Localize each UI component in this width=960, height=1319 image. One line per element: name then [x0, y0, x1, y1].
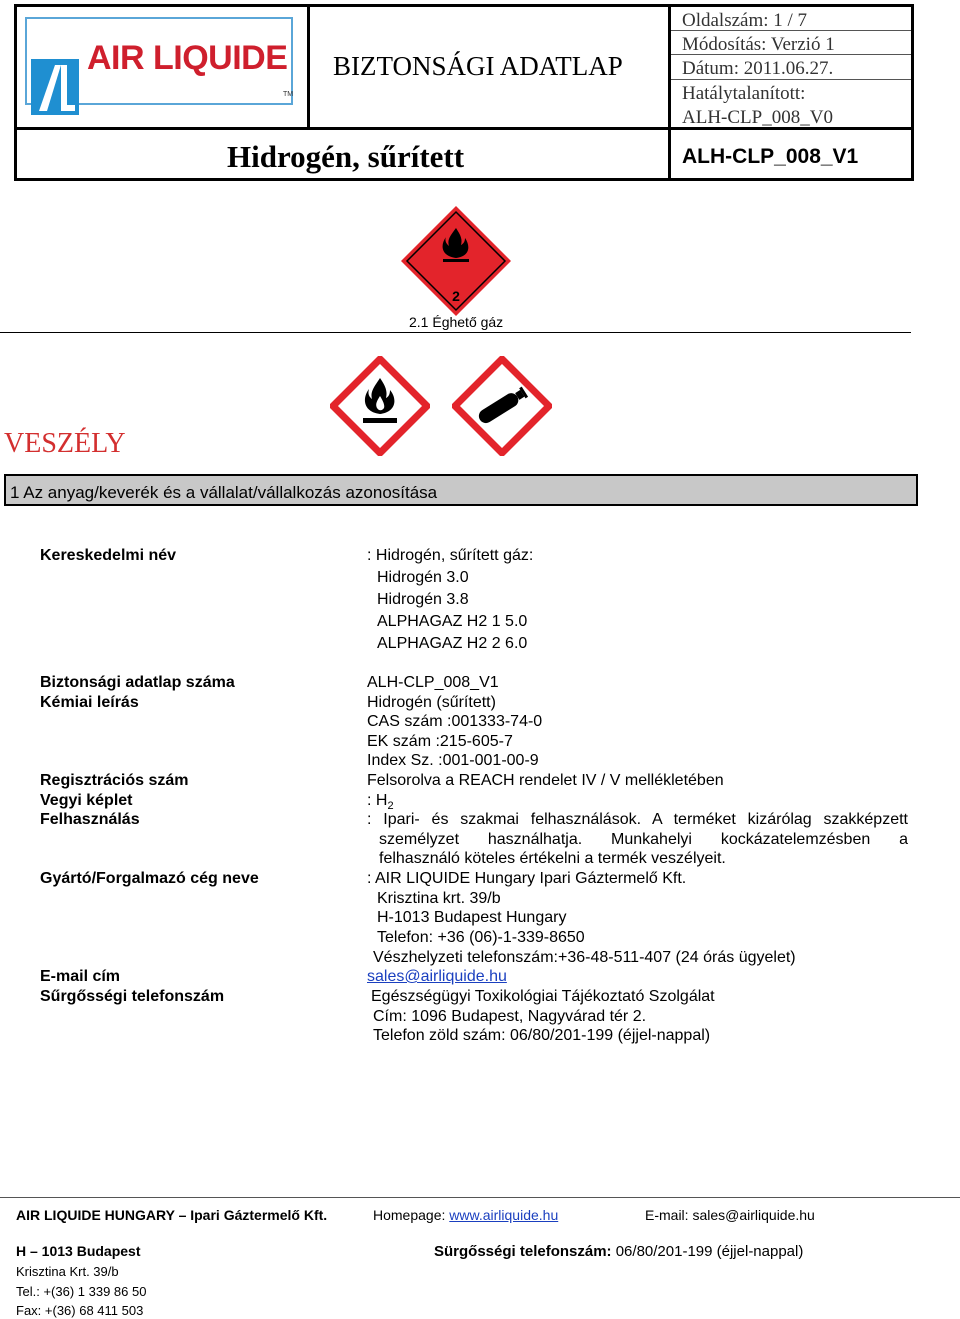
trade-name-line: ALPHAGAZ H2 2 6.0: [377, 635, 528, 652]
air-liquide-logo: [25, 17, 297, 117]
footer-tel: Tel.: +(36) 1 339 86 50: [16, 1284, 147, 1299]
emergency-service-name: Egészségügyi Toxikológiai Tájékoztató Szolgálat: [371, 988, 715, 1005]
manufacturer-phone: Telefon: +36 (06)-1-339-8650: [377, 929, 585, 946]
use-line: felhasználó köteles értékelni a termék veszélyeit.: [379, 850, 726, 867]
ghs-flame-pictogram: [330, 356, 430, 456]
signal-word: VESZÉLY: [4, 428, 126, 459]
document-code: ALH-CLP_008_V1: [682, 145, 859, 168]
formula-prefix: : H: [367, 792, 388, 809]
section-1-title: 1 Az anyag/keverék és a vállalat/vállalkozás azonosítása: [10, 483, 438, 502]
formula-subscript: 2: [387, 800, 394, 813]
emergency-service-phone: Telefon zöld szám: 06/80/201-199 (éjjel-nappal): [373, 1027, 711, 1044]
emergency-phone-label: Sűrgősségi telefonszám: [40, 988, 225, 1005]
footer-fax: Fax: +(36) 68 411 503: [16, 1303, 144, 1318]
revision: Módosítás: Verzió 1: [682, 34, 835, 55]
cas-number: CAS szám :001333-74-0: [367, 713, 543, 730]
divider-line: [0, 332, 911, 333]
registration-number-value: Felsorolva a REACH rendelet IV / V mellékletében: [367, 772, 724, 789]
product-name: Hidrogén, sűrített: [227, 139, 465, 174]
use-label: Felhasználás: [40, 811, 140, 828]
trade-name-label: Kereskedelmi név: [40, 547, 177, 564]
supersedes-value: ALH-CLP_008_V0: [682, 107, 833, 128]
logo-trademark: TM: [283, 91, 294, 98]
document-header: [14, 4, 914, 181]
email-link[interactable]: sales@airliquide.hu: [367, 968, 507, 985]
emergency-service-address: Cím: 1096 Budapest, Nagyvárad tér 2.: [373, 1008, 647, 1025]
use-line: : Ipari- és szakmai felhasználások. A terméket kizárólag szakképzett: [367, 811, 908, 828]
footer-emergency-label: Sürgősségi telefonszám:: [434, 1243, 616, 1260]
trade-name-line: ALPHAGAZ H2 1 5.0: [377, 613, 528, 630]
section-1-header: [4, 474, 918, 506]
sds-number-value: ALH-CLP_008_V1: [367, 674, 499, 691]
transport-class-number: 2: [452, 288, 460, 304]
footer-divider: [0, 1197, 960, 1198]
chemical-description-line: Hidrogén (sűrített): [367, 694, 496, 711]
trade-name-line: Hidrogén 3.0: [377, 569, 469, 586]
trade-name-line: : Hidrogén, sűrített gáz:: [367, 547, 534, 564]
footer-emergency: [434, 1243, 803, 1260]
footer-street: Krisztina Krt. 39/b: [16, 1264, 119, 1279]
supersedes-label: Hatálytalanított:: [682, 83, 806, 104]
email-label: E-mail cím: [40, 968, 121, 985]
footer-emergency-value: 06/80/201-199 (éjjel-nappal): [615, 1243, 804, 1260]
index-number: Index Sz. :001-001-00-9: [367, 752, 539, 769]
flammable-diamond-icon: [399, 204, 513, 318]
manufacturer-city: H-1013 Budapest Hungary: [377, 909, 567, 926]
transport-flammable-gas-label: [399, 204, 513, 318]
chemical-formula-label: Vegyi képlet: [40, 792, 133, 809]
footer-city: H – 1013 Budapest: [16, 1243, 141, 1259]
ec-number: EK szám :215-605-7: [367, 733, 513, 750]
sds-number-label: Biztonsági adatlap száma: [40, 674, 235, 691]
registration-number-label: Regisztrációs szám: [40, 772, 189, 789]
ghs-gas-cylinder-pictogram: [452, 356, 552, 456]
footer-homepage: [373, 1207, 558, 1223]
use-line: személyzet használhatja. Munkahelyi kockázatelemzésben a: [379, 831, 908, 848]
flame-icon: [330, 356, 430, 456]
header-divider: [307, 7, 310, 129]
logo-symbol-icon: [31, 59, 79, 115]
manufacturer-label: Gyártó/Forgalmazó cég neve: [40, 870, 259, 887]
trade-name-line: Hidrogén 3.8: [377, 591, 469, 608]
footer-homepage-link[interactable]: www.airliquide.hu: [449, 1207, 559, 1223]
chemical-formula-value: [367, 792, 394, 812]
footer-email: E-mail: sales@airliquide.hu: [645, 1207, 815, 1223]
document-title: BIZTONSÁGI ADATLAP: [333, 51, 623, 81]
revision-date: Dátum: 2011.06.27.: [682, 58, 834, 79]
footer-homepage-label: Homepage:: [373, 1207, 450, 1223]
footer-company: AIR LIQUIDE HUNGARY – Ipari Gáztermelő Kft.: [16, 1207, 328, 1223]
manufacturer-name: : AIR LIQUIDE Hungary Ipari Gáztermelő Kft.: [367, 870, 687, 887]
header-divider: [668, 7, 671, 178]
transport-label-caption: 2.1 Éghető gáz: [409, 314, 504, 330]
logo-brand-text: AIR LIQUIDE: [87, 39, 288, 77]
manufacturer-street: Krisztina krt. 39/b: [377, 890, 501, 907]
page-number: Oldalszám: 1 / 7: [682, 10, 808, 31]
chemical-description-label: Kémiai leírás: [40, 694, 139, 711]
gas-cylinder-icon: [452, 356, 552, 456]
manufacturer-emergency-phone: Vészhelyzeti telefonszám:+36-48-511-407 (24 órás ügyelet): [373, 949, 796, 966]
